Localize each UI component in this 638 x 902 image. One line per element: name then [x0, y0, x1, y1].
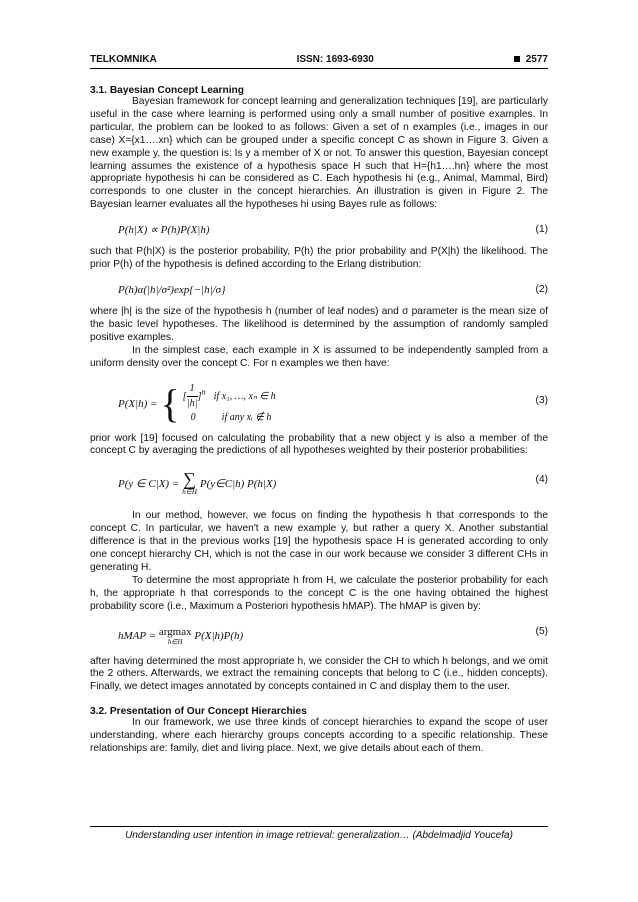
paragraph: To determine the most appropriate h from H, we calculate the posterior probability for each h, the appropriate h that corresponds to the concept C is the one having obtained the highest probability score (i.e., Maximum a Posteriori hypothesis hMAP). The hMAP is given by: — [90, 574, 548, 612]
page-number: 2577 — [525, 54, 548, 65]
paragraph: In our framework, we use three kinds of concept hierarchies to expand the scope of user understanding, where each hierarchy groups concepts according to a specific relationship. These relationships are: family, diet and living place. Next, we give details about each of them. — [90, 717, 548, 755]
square-bullet-icon — [514, 56, 520, 62]
paragraph: such that P(h|X) is the posterior probability, P(h) the prior probability and P(X|h) the likelihood. The prior P(h) of the hypothesis is defined according to the Erlang distribution: — [90, 246, 548, 271]
paragraph: In the simplest case, each example in X is assumed to be independently sampled from a uniform density over the concept C. For n examples we then have: — [90, 344, 548, 369]
equation-lhs: P(y ∈ C|X) = — [118, 477, 180, 490]
paragraph: prior work [19] focused on calculating the probability that a new object y is also a member of the concept C by averaging the predictions of all hypotheses weighted by their posterior probabilities: — [90, 432, 548, 457]
equation-4 — [118, 466, 548, 500]
equation-rhs: P(X|h)P(h) — [194, 629, 244, 642]
fraction-numerator: 1 — [187, 382, 198, 397]
argmax-operator: argmax — [158, 625, 192, 638]
equation-1 — [118, 220, 548, 240]
equation-body: P(h|X) ∝ P(h)P(X|h) — [118, 224, 210, 237]
equation-lhs: P(X|h) = — [118, 397, 158, 410]
equation-number: (2) — [535, 283, 548, 295]
running-footer: Understanding user intention in image retrieval: generalization… (Abdelmadjid Youcefa) — [90, 826, 548, 841]
left-brace-icon: { — [160, 380, 180, 426]
sum-symbol-icon: ∑ — [183, 469, 197, 490]
running-header — [90, 54, 548, 69]
issn: ISSN: 1693-6930 — [296, 54, 374, 65]
equation-body: P(h)α(|h|/σ²)exp{−|h|/σ} — [118, 283, 226, 296]
paragraph: In our method, however, we focus on finding the hypothesis h that corresponds to the concept C. In particular, we haven't a new example y, but rather a query X. Another substantial difference is that in the previous works [19] the hypothesis space H is generated according to only one concept hierarchy CH, which is not the case in our work because we consider 3 different CHs in generating H. — [90, 510, 548, 573]
equation-number: (5) — [535, 625, 548, 637]
equation-2 — [118, 280, 548, 300]
equation-number: (1) — [535, 224, 548, 236]
equation-lhs: hMAP = — [118, 629, 157, 642]
equation-rhs: P(y∈C|h) P(h|X) — [199, 477, 277, 490]
section-heading-3-2: 3.2. Presentation of Our Concept Hierarchies — [90, 706, 307, 718]
equation-3: P(X|h) = { [ $\frac{1}{|h|}$ ]$^n$ if x₁, …, xₙ ∈ h 0 if any xᵢ ∉ h (3) — [118, 380, 548, 426]
case-condition: if x₁, …, xₙ ∈ h — [213, 390, 276, 402]
equation-number: (4) — [535, 474, 548, 486]
fraction-denominator: |h| — [186, 398, 198, 409]
exponent: n — [201, 387, 206, 397]
journal-name: TELKOMNIKA — [90, 54, 157, 65]
argmax-subscript: h∈H — [167, 637, 183, 646]
section-heading-3-1: 3.1. Bayesian Concept Learning — [90, 85, 244, 96]
paragraph: where |h| is the size of the hypothesis h (number of leaf nodes) and σ parameter is the mean size of the basic level hypotheses. The likelihood is determined by the assumption of randomly sampled positive examples. — [90, 305, 548, 343]
paragraph: Bayesian framework for concept learning and generalization techniques [19], are particularly useful in the case where learning is performed using only a small number of positive examples. In particular, the problem can be looked to as follows: Given a set of n examples (i.e., images in our case) X={x1….xn} which can be grouped under a specific concept C as shown in Figure 3. Given a new example y, the question is: Is y a member of X or not. To answer this question, Bayesian concept learning assumes the existence of a hypothesis space H such that H={h1….hn} where the most appropriate hypothesis hi can be considered as C. Each hypothesis hi (e.g., Animal, Mammal, Bird) corresponds to one cluster in the concept hierarchies. An illustration is given in Figure 2. The Bayesian learner evaluates all the hypotheses hi using Bayes rule as follows: — [90, 96, 548, 211]
page-number-wrap — [514, 54, 548, 65]
case-value: 0 — [190, 412, 196, 423]
equation-number: (3) — [535, 394, 548, 406]
paragraph: after having determined the most appropriate h, we consider the CH to which h belongs, and we omit the 2 others. Afterwards, we extract the remaining concepts that belong to C (i.e., hidden concepts). Finally, we detect images annotated by concepts contained in C and display them to the user. — [90, 655, 548, 693]
sum-subscript: h∈H — [182, 488, 197, 497]
page-body — [90, 54, 548, 756]
equation-5 — [118, 622, 548, 650]
case-condition: if any xᵢ ∉ h — [221, 412, 272, 423]
